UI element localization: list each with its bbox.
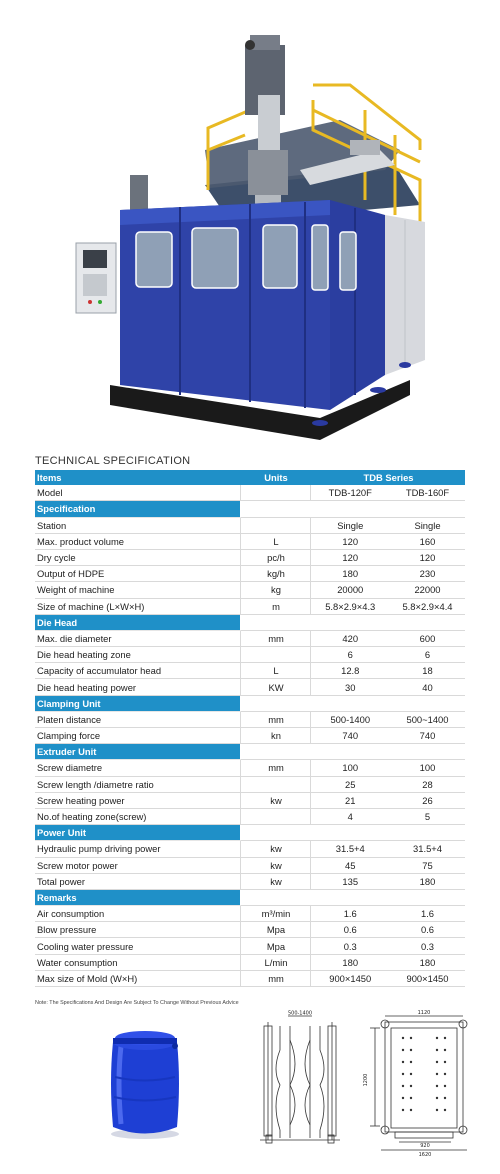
table-row bbox=[35, 582, 465, 598]
row-value-2: 75 bbox=[388, 857, 465, 873]
section-row bbox=[35, 889, 465, 905]
row-value-2: 0.6 bbox=[388, 922, 465, 938]
row-value-2: Single bbox=[388, 517, 465, 533]
row-value-1: 100 bbox=[310, 760, 388, 776]
table-row bbox=[35, 679, 465, 695]
row-item: Station bbox=[35, 517, 240, 533]
row-item: Dry cycle bbox=[35, 549, 240, 565]
table-row bbox=[35, 906, 465, 922]
row-item: Max. die diameter bbox=[35, 630, 240, 646]
row-item: Max size of Mold (W×H) bbox=[35, 970, 240, 986]
row-value-1: 20000 bbox=[310, 582, 388, 598]
row-value-2: 26 bbox=[388, 792, 465, 808]
table-row bbox=[35, 647, 465, 663]
section-row bbox=[35, 695, 465, 711]
row-value-2: 160 bbox=[388, 533, 465, 549]
row-unit: m³/min bbox=[240, 906, 310, 922]
row-value-1: 12.8 bbox=[310, 663, 388, 679]
side-bottom-dim-2: 1620 bbox=[418, 1152, 432, 1158]
row-item: Max. product volume bbox=[35, 533, 240, 549]
table-row bbox=[35, 728, 465, 744]
header-series: TDB Series bbox=[310, 470, 465, 485]
row-value-2: 28 bbox=[388, 776, 465, 792]
row-unit: kg bbox=[240, 582, 310, 598]
row-value-2: 22000 bbox=[388, 582, 465, 598]
table-row bbox=[35, 663, 465, 679]
section-title: Extruder Unit bbox=[35, 744, 240, 760]
row-unit: mm bbox=[240, 970, 310, 986]
table-row bbox=[35, 711, 465, 727]
row-item: Screw motor power bbox=[35, 857, 240, 873]
model-v2: TDB-160F bbox=[388, 485, 465, 501]
table-row bbox=[35, 760, 465, 776]
side-top-dim: 1120 bbox=[417, 1010, 431, 1016]
row-unit: mm bbox=[240, 630, 310, 646]
table-row bbox=[35, 517, 465, 533]
row-item: Platen distance bbox=[35, 711, 240, 727]
row-value-2: 900×1450 bbox=[388, 970, 465, 986]
section-row bbox=[35, 744, 465, 760]
footnote: Note: The Specifications And Design Are Subject To Change Without Previous Advice bbox=[35, 1000, 239, 1006]
row-unit: kw bbox=[240, 792, 310, 808]
row-value-2: 5.8×2.9×4.4 bbox=[388, 598, 465, 614]
row-value-2: 500~1400 bbox=[388, 711, 465, 727]
row-value-1: 45 bbox=[310, 857, 388, 873]
model-label: Model bbox=[35, 485, 240, 501]
row-item: Screw length /diametre ratio bbox=[35, 776, 240, 792]
section-blank bbox=[240, 744, 465, 760]
section-blank bbox=[240, 889, 465, 905]
row-value-2: 120 bbox=[388, 549, 465, 565]
row-item: No.of heating zone(screw) bbox=[35, 808, 240, 824]
row-unit: m bbox=[240, 598, 310, 614]
row-value-1: 120 bbox=[310, 533, 388, 549]
table-row bbox=[35, 566, 465, 582]
section-blank bbox=[240, 695, 465, 711]
row-item: Capacity of accumulator head bbox=[35, 663, 240, 679]
row-value-2: 31.5+4 bbox=[388, 841, 465, 857]
blow-molding-machine-photo bbox=[0, 0, 500, 450]
section-title: Remarks bbox=[35, 889, 240, 905]
row-item: Clamping force bbox=[35, 728, 240, 744]
row-item: Die head heating power bbox=[35, 679, 240, 695]
cooling-holes bbox=[402, 1037, 446, 1111]
section-title: Clamping Unit bbox=[35, 695, 240, 711]
table-row bbox=[35, 808, 465, 824]
table-row bbox=[35, 954, 465, 970]
row-value-2: 6 bbox=[388, 647, 465, 663]
table-row bbox=[35, 776, 465, 792]
row-value-1: 135 bbox=[310, 873, 388, 889]
model-unit bbox=[240, 485, 310, 501]
row-unit: Mpa bbox=[240, 938, 310, 954]
section-title: Specification bbox=[35, 501, 240, 517]
row-value-2: 230 bbox=[388, 566, 465, 582]
row-item: Screw heating power bbox=[35, 792, 240, 808]
header-units: Units bbox=[240, 470, 310, 485]
row-value-1: 1.6 bbox=[310, 906, 388, 922]
barrel-product-photo bbox=[95, 1022, 195, 1142]
header-items: Items bbox=[35, 470, 240, 485]
row-item: Die head heating zone bbox=[35, 647, 240, 663]
side-height-dim: 1200 bbox=[363, 1073, 369, 1087]
row-item: Water consumption bbox=[35, 954, 240, 970]
section-title: Power Unit bbox=[35, 825, 240, 841]
row-item: Blow pressure bbox=[35, 922, 240, 938]
row-value-1: 180 bbox=[310, 566, 388, 582]
row-unit: kn bbox=[240, 728, 310, 744]
row-value-2: 1.6 bbox=[388, 906, 465, 922]
row-item: Weight of machine bbox=[35, 582, 240, 598]
row-value-1: 420 bbox=[310, 630, 388, 646]
row-value-2: 0.3 bbox=[388, 938, 465, 954]
row-value-2: 180 bbox=[388, 954, 465, 970]
table-row bbox=[35, 873, 465, 889]
row-unit bbox=[240, 517, 310, 533]
row-unit: L bbox=[240, 663, 310, 679]
row-value-2: 100 bbox=[388, 760, 465, 776]
table-row bbox=[35, 857, 465, 873]
row-value-2: 740 bbox=[388, 728, 465, 744]
section-blank bbox=[240, 825, 465, 841]
section-blank bbox=[240, 501, 465, 517]
row-item: Output of HDPE bbox=[35, 566, 240, 582]
row-unit: kw bbox=[240, 841, 310, 857]
front-top-dim: 500-1400 bbox=[287, 1010, 313, 1017]
table-row bbox=[35, 792, 465, 808]
table-row bbox=[35, 630, 465, 646]
row-item: Total power bbox=[35, 873, 240, 889]
row-value-2: 40 bbox=[388, 679, 465, 695]
spec-table bbox=[35, 470, 465, 987]
mold-front-drawing bbox=[250, 1010, 350, 1150]
table-row bbox=[35, 549, 465, 565]
row-value-1: 4 bbox=[310, 808, 388, 824]
row-item: Size of machine (L×W×H) bbox=[35, 598, 240, 614]
row-value-1: 900×1450 bbox=[310, 970, 388, 986]
row-value-2: 600 bbox=[388, 630, 465, 646]
table-row bbox=[35, 938, 465, 954]
row-unit: mm bbox=[240, 760, 310, 776]
side-bottom-dim-1: 920 bbox=[420, 1143, 430, 1149]
row-unit bbox=[240, 647, 310, 663]
section-title: Die Head bbox=[35, 614, 240, 630]
section-row bbox=[35, 825, 465, 841]
row-unit: KW bbox=[240, 679, 310, 695]
row-unit bbox=[240, 808, 310, 824]
section-row bbox=[35, 501, 465, 517]
model-row bbox=[35, 485, 465, 501]
section-row bbox=[35, 614, 465, 630]
row-item: Screw diametre bbox=[35, 760, 240, 776]
row-unit: kw bbox=[240, 873, 310, 889]
table-row bbox=[35, 841, 465, 857]
table-row bbox=[35, 598, 465, 614]
row-item: Air consumption bbox=[35, 906, 240, 922]
table-row bbox=[35, 970, 465, 986]
row-value-1: Single bbox=[310, 517, 388, 533]
row-unit bbox=[240, 776, 310, 792]
row-unit: L bbox=[240, 533, 310, 549]
row-value-1: 25 bbox=[310, 776, 388, 792]
table-row bbox=[35, 533, 465, 549]
table-header-row bbox=[35, 470, 465, 485]
mold-side-drawing bbox=[355, 1008, 480, 1158]
row-value-2: 5 bbox=[388, 808, 465, 824]
row-value-1: 180 bbox=[310, 954, 388, 970]
row-item: Hydraulic pump driving power bbox=[35, 841, 240, 857]
row-unit: kw bbox=[240, 857, 310, 873]
row-value-2: 18 bbox=[388, 663, 465, 679]
row-value-1: 5.8×2.9×4.3 bbox=[310, 598, 388, 614]
row-value-1: 120 bbox=[310, 549, 388, 565]
section-blank bbox=[240, 614, 465, 630]
row-value-1: 740 bbox=[310, 728, 388, 744]
model-v1: TDB-120F bbox=[310, 485, 388, 501]
row-value-2: 180 bbox=[388, 873, 465, 889]
row-item: Cooling water pressure bbox=[35, 938, 240, 954]
row-value-1: 31.5+4 bbox=[310, 841, 388, 857]
row-unit: L/min bbox=[240, 954, 310, 970]
row-value-1: 30 bbox=[310, 679, 388, 695]
row-value-1: 500-1400 bbox=[310, 711, 388, 727]
row-unit: pc/h bbox=[240, 549, 310, 565]
spec-heading: TECHNICAL SPECIFICATION bbox=[35, 455, 191, 467]
row-unit: mm bbox=[240, 711, 310, 727]
row-value-1: 6 bbox=[310, 647, 388, 663]
row-value-1: 0.6 bbox=[310, 922, 388, 938]
row-unit: Mpa bbox=[240, 922, 310, 938]
row-value-1: 21 bbox=[310, 792, 388, 808]
table-row bbox=[35, 922, 465, 938]
row-unit: kg/h bbox=[240, 566, 310, 582]
row-value-1: 0.3 bbox=[310, 938, 388, 954]
